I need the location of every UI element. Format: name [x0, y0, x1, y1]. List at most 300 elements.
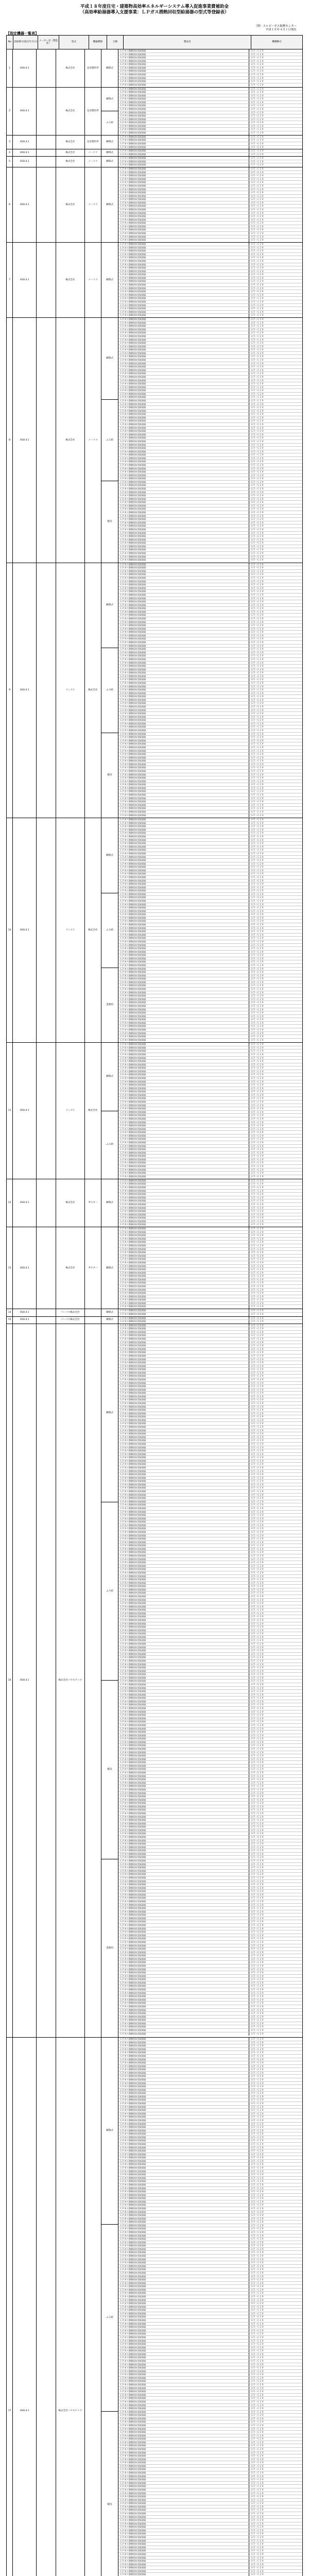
model-code: ＧＴ－Ｃ２０ — [251, 2281, 264, 2284]
model-code: ＧＴ－Ｃ２０ — [251, 222, 264, 225]
model-code: ＧＴ－Ｃ２０ — [251, 252, 264, 256]
model-code: ＧＴ－Ｃ２０ — [251, 1642, 264, 1646]
model-code: ＧＴ－Ｃ２０ — [251, 708, 264, 711]
table-row — [118, 2512, 302, 2516]
model-code: ＧＴ－Ｃ２０ — [251, 2322, 264, 2325]
table-row — [118, 399, 302, 403]
table-row — [118, 1477, 302, 1480]
table-row — [118, 359, 302, 362]
model-code: ＧＴ－Ｃ２０ — [251, 967, 264, 970]
model-code: ＧＴ－Ｃ２０ — [251, 1554, 264, 1557]
group-categories — [101, 157, 118, 167]
product-name: ＬＰガス潜熱回収型給湯器 — [118, 1910, 249, 1913]
table-row — [118, 2123, 302, 2126]
product-name: ＬＰガス潜熱回収型給湯器 — [118, 518, 249, 521]
category-cell: 暖房 — [101, 1681, 118, 1859]
model-code: ＧＴ－Ｃ２０ — [251, 2298, 264, 2301]
product-name: ＬＰガス潜熱回収型給湯器 — [118, 654, 249, 657]
table-row — [118, 804, 302, 807]
group-date: H18.4.1 — [13, 2038, 37, 2576]
model-code: ＧＴ－Ｃ２０ — [251, 2095, 264, 2098]
product-name: ＬＰガス潜熱回収型給湯器 — [118, 335, 249, 338]
model-code: ＧＴ－Ｃ２０ — [251, 2424, 264, 2427]
product-name: ＬＰガス潜熱回収型給湯器 — [118, 733, 249, 736]
table-group — [7, 88, 302, 135]
product-name: ＬＰガス潜熱回収型給湯器 — [118, 1114, 249, 1117]
model-code: ＧＴ－Ｃ２０ — [251, 1056, 264, 1059]
table-row — [118, 253, 302, 257]
model-code: ＧＴ－Ｃ２０ — [251, 665, 264, 668]
model-code: ＧＴ－Ｃ２０ — [251, 1842, 264, 1845]
model-code: ＧＴ－Ｃ２０ — [251, 644, 264, 647]
model-code: ＧＴ－Ｃ２０ — [251, 2498, 264, 2501]
product-name: ＬＰガス潜熱回収型給湯器 — [118, 1361, 249, 1364]
product-name: ＬＰガス潜熱回収型給湯器 — [118, 1220, 249, 1223]
table-row — [118, 2400, 302, 2404]
table-row — [118, 1131, 302, 1134]
group-rows — [118, 135, 302, 149]
table-row — [118, 205, 302, 208]
group-date: H18.4.1 — [13, 149, 37, 156]
model-code: ＧＴ－Ｃ２０ — [251, 2332, 264, 2335]
group-rows — [118, 1227, 302, 1309]
model-code: ＧＴ－Ｃ２０ — [251, 814, 264, 817]
model-code: ＧＴ－Ｃ２０ — [251, 1930, 264, 1934]
model-code: ＧＴ－Ｃ２０ — [251, 842, 264, 845]
group-model: ノーリツ — [85, 167, 102, 242]
model-code: ＧＴ－Ｃ２０ — [251, 1295, 264, 1298]
model-code: ＧＴ－Ｃ２０ — [251, 1598, 264, 1601]
product-name: ＬＰガス潜熱回収型給湯器 — [118, 770, 249, 773]
table-row — [118, 70, 302, 73]
model-code: ＧＴ－Ｃ２０ — [251, 2343, 264, 2346]
product-name: ＬＰガス潜熱回収型給湯器 — [118, 2522, 249, 2526]
category-cell: 瞬間式 — [101, 818, 118, 893]
table-row — [118, 587, 302, 590]
product-name: ＬＰガス潜熱回収型給湯器 — [118, 504, 249, 507]
table-row — [118, 1460, 302, 1463]
category-cell: 瞬間式 — [101, 318, 118, 400]
group-date: H18.4.1 — [13, 167, 37, 242]
table-row — [118, 1524, 302, 1528]
product-name: ＬＰガス潜熱回収型給湯器 — [118, 1128, 249, 1131]
model-code: ＧＴ－Ｃ２０ — [251, 487, 264, 490]
product-name: ＬＰガス潜熱回収型給湯器 — [118, 637, 249, 640]
product-name: ＬＰガス潜熱回収型給湯器 — [118, 389, 249, 392]
table-row — [118, 634, 302, 638]
product-name: ＬＰガス潜熱回収型給湯器 — [118, 528, 249, 531]
model-code: ＧＴ－Ｃ２０ — [251, 325, 264, 328]
product-name: ＬＰガス潜熱回収型給湯器 — [118, 1724, 249, 1727]
product-name: ＬＰガス潜熱回収型給湯器 — [118, 866, 249, 869]
product-name: ＬＰガス潜熱回収型給湯器 — [118, 1097, 249, 1100]
product-name: ＬＰガス潜熱回収型給湯器 — [118, 1659, 249, 1663]
product-name: ＬＰガス潜熱回収型給湯器 — [118, 839, 249, 842]
category-cell: 瞬間式 — [101, 2038, 118, 2225]
table-row — [118, 1832, 302, 1836]
model-code: ＧＴ－Ｃ２０ — [251, 1798, 264, 1801]
product-name: ＬＰガス潜熱回収型給湯器 — [118, 2499, 249, 2502]
product-name: ＬＰガス潜熱回収型給湯器 — [118, 739, 249, 742]
group-maker: 株式会社 — [56, 88, 84, 135]
issuer: （財）エルピーガス振興センター — [254, 25, 297, 28]
table-row — [118, 184, 302, 188]
category-cell: 業務用 — [106, 1946, 114, 1950]
model-code: ＧＴ－Ｃ２０ — [251, 1693, 264, 1696]
product-name: ＬＰガス潜熱回収型給湯器 — [118, 988, 249, 991]
model-code: ＧＴ－Ｃ２０ — [251, 167, 264, 171]
table-row — [118, 2022, 302, 2026]
model-code: ＧＴ－Ｃ２０ — [251, 2458, 264, 2461]
table-row — [118, 1128, 302, 1131]
product-name: ＬＰガス潜熱回収型給湯器 — [118, 1216, 249, 1219]
table-row — [118, 1241, 302, 1244]
product-name: ＬＰガス潜熱回収型給湯器 — [118, 2183, 249, 2187]
model-code: ＧＴ－Ｃ２０ — [251, 198, 264, 201]
product-name: ＬＰガス潜熱回収型給湯器 — [118, 311, 249, 314]
model-code: ＧＴ－Ｃ２０ — [251, 467, 264, 470]
model-code: ＧＴ－Ｃ２０ — [251, 1398, 264, 1401]
model-code: ＧＴ－Ｃ２０ — [251, 194, 264, 197]
category-cell: 瞬間式 — [106, 1318, 114, 1321]
table-row — [118, 2373, 302, 2377]
product-name: ＬＰガス潜熱回収型給湯器 — [118, 2526, 249, 2529]
model-code: ＧＴ－Ｃ２０ — [251, 2098, 264, 2102]
table-row — [118, 1805, 302, 1809]
title-line-1: 平成１８年度住宅・建築物高効率エネルギーシステム導入促進事業費補助金 — [80, 4, 229, 9]
model-code: ＧＴ－Ｃ２０ — [251, 2319, 264, 2322]
table-row — [118, 1305, 302, 1309]
table-row — [118, 1141, 302, 1145]
table-row — [118, 171, 302, 175]
model-code: ＧＴ－Ｃ２０ — [251, 1734, 264, 1737]
product-name: ＬＰガス潜熱回収型給湯器 — [118, 1720, 249, 1723]
product-name: ＬＰガス潜熱回収型給湯器 — [118, 2009, 249, 2012]
table-row — [118, 866, 302, 869]
table-row — [118, 2183, 302, 2187]
product-name: ＬＰガス潜熱回収型給湯器 — [118, 1151, 249, 1155]
product-name: ＬＰガス潜熱回収型給湯器 — [118, 2170, 249, 2173]
table-row — [118, 2156, 302, 2160]
model-code: ＧＴ－Ｃ２０ — [251, 943, 264, 946]
product-name: ＬＰガス潜熱回収型給湯器 — [118, 917, 249, 920]
product-name: ＬＰガス潜熱回収型給湯器 — [118, 2478, 249, 2481]
model-code: ＧＴ－Ｃ２０ — [251, 627, 264, 630]
product-name: ＬＰガス潜熱回収型給湯器 — [118, 1395, 249, 1398]
model-code: ＧＴ－Ｃ２０ — [251, 1876, 264, 1879]
table-row — [118, 2055, 302, 2058]
table-row — [118, 146, 302, 149]
table-row — [118, 1995, 302, 1998]
product-name: ＬＰガス潜熱回収型給湯器 — [118, 641, 249, 644]
model-code: ＧＴ－Ｃ２０ — [251, 2386, 264, 2389]
product-name: ＬＰガス潜熱回収型給湯器 — [118, 2204, 249, 2207]
product-name: ＬＰガス潜熱回収型給湯器 — [118, 60, 249, 63]
table-row — [118, 2329, 302, 2333]
product-name: ＬＰガス潜熱回収型給湯器 — [118, 2251, 249, 2254]
model-code: ＧＴ－Ｃ２０ — [251, 131, 264, 134]
model-code: ＧＴ－Ｃ２０ — [251, 695, 264, 698]
model-code: ＧＴ－Ｃ２０ — [251, 1663, 264, 1666]
model-code: ＧＴ－Ｃ２０ — [251, 225, 264, 228]
table-row — [118, 1958, 302, 1961]
table-row — [118, 1422, 302, 1426]
product-name: ＬＰガス潜熱回収型給湯器 — [118, 1707, 249, 1710]
table-row — [118, 1439, 302, 1443]
table-row — [118, 1145, 302, 1148]
model-code: ＧＴ－Ｃ２０ — [251, 335, 264, 337]
model-code: ＧＴ－Ｃ２０ — [251, 1121, 264, 1124]
model-code: ＧＴ－Ｃ２０ — [251, 1815, 264, 1818]
group-rows — [118, 318, 302, 563]
model-code: ＧＴ－Ｃ２０ — [251, 480, 264, 483]
table-row — [118, 1954, 302, 1958]
product-name: ＬＰガス潜熱回収型給湯器 — [118, 222, 249, 225]
table-row — [118, 1893, 302, 1897]
table-row — [118, 1608, 302, 1612]
product-name: ＬＰガス潜熱回収型給湯器 — [118, 665, 249, 668]
table-row — [118, 450, 302, 454]
model-code: ＧＴ－Ｃ２０ — [251, 1862, 264, 1866]
table-row — [118, 532, 302, 535]
table-row — [118, 2437, 302, 2441]
model-code: ＧＴ－Ｃ２０ — [251, 157, 264, 160]
model-code: ＧＴ－Ｃ２０ — [251, 1483, 264, 1486]
model-code: ＧＴ－Ｃ２０ — [251, 957, 264, 960]
product-name: ＬＰガス潜熱回収型給湯器 — [118, 903, 249, 906]
product-name: ＬＰガス潜熱回収型給湯器 — [118, 1375, 249, 1378]
table-row — [118, 174, 302, 178]
product-name: ＬＰガス潜熱回収型給湯器 — [118, 2519, 249, 2522]
product-name: ＬＰガス潜熱回収型給湯器 — [118, 2560, 249, 2563]
group-categories — [101, 243, 118, 317]
product-name: ＬＰガス潜熱回収型給湯器 — [118, 1168, 249, 1172]
model-code: ＧＴ－Ｃ２０ — [251, 1172, 264, 1175]
product-name: ＬＰガス潜熱回収型給湯器 — [118, 2032, 249, 2036]
model-code: ＧＴ－Ｃ２０ — [251, 2078, 264, 2081]
model-code: ＧＴ－Ｃ２０ — [251, 1334, 264, 1337]
table-row — [118, 1453, 302, 1456]
table-row — [118, 641, 302, 645]
group-maker: 株式会社ハウステック — [56, 2038, 84, 2576]
table-row — [118, 1941, 302, 1944]
table-row — [118, 688, 302, 692]
model-code: ＧＴ－Ｃ２０ — [251, 97, 264, 100]
table-row — [118, 558, 302, 562]
table-row — [118, 1466, 302, 1470]
model-code: ＧＴ－Ｃ２０ — [251, 736, 264, 739]
product-name: ＬＰガス潜熱回収型給湯器 — [118, 470, 249, 473]
model-code: ＧＴ－Ｃ２０ — [251, 348, 264, 351]
product-name: ＬＰガス潜熱回収型給湯器 — [118, 1870, 249, 1873]
model-code: ＧＴ－Ｃ２０ — [251, 331, 264, 334]
product-name: ＬＰガス潜熱回収型給湯器 — [118, 70, 249, 73]
model-code: ＧＴ－Ｃ２０ — [251, 1371, 264, 1374]
model-code: ＧＴ－Ｃ２０ — [251, 280, 264, 283]
table-group — [7, 318, 302, 563]
table-row — [118, 1207, 302, 1210]
model-code: ＧＴ－Ｃ２０ — [251, 671, 264, 674]
table-row — [118, 614, 302, 617]
model-code: ＧＴ－Ｃ２０ — [251, 1859, 264, 1862]
product-name: ＬＰガス潜熱回収型給湯器 — [118, 1258, 249, 1261]
model-code: ＧＴ－Ｃ２０ — [251, 355, 264, 358]
category-cell: 瞬間式 — [106, 1201, 114, 1205]
column-header: 登録番号(指定年月日) — [13, 36, 38, 49]
table-row — [118, 1913, 302, 1917]
table-row — [118, 2102, 302, 2106]
table-row — [118, 1615, 302, 1619]
group-no: 11 — [7, 1043, 13, 1179]
table-row — [118, 2340, 302, 2343]
product-name: ＬＰガス潜熱回収型給湯器 — [118, 1653, 249, 1656]
model-code: ＧＴ－Ｃ２０ — [251, 269, 264, 273]
table-row — [118, 125, 302, 128]
product-name: ＬＰガス潜熱回収型給湯器 — [118, 2248, 249, 2251]
table-row — [118, 1808, 302, 1812]
product-name: ＬＰガス潜熱回収型給湯器 — [118, 1632, 249, 1635]
model-code: ＧＴ－Ｃ２０ — [251, 1254, 264, 1257]
product-name: ＬＰガス潜熱回収型給湯器 — [118, 1853, 249, 1856]
table-row — [118, 2015, 302, 2019]
product-name: ＬＰガス潜熱回収型給湯器 — [118, 2163, 249, 2166]
model-code: ＧＴ－Ｃ２０ — [251, 1700, 264, 1703]
product-name: ＬＰガス潜熱回収型給湯器 — [118, 1456, 249, 1459]
table-row — [118, 849, 302, 852]
product-name: ＬＰガス潜熱回収型給湯器 — [118, 1731, 249, 1734]
model-code: ＧＴ－Ｃ２０ — [251, 1947, 264, 1951]
table-row — [118, 1432, 302, 1436]
product-name: ＬＰガス潜熱回収型給湯器 — [118, 453, 249, 456]
table-row — [118, 951, 302, 954]
table-row — [118, 1565, 302, 1568]
product-name: ＬＰガス潜熱回収型給湯器 — [118, 494, 249, 497]
table-row — [118, 917, 302, 920]
model-code: ＧＴ－Ｃ２０ — [251, 790, 264, 793]
product-name: ＬＰガス潜熱回収型給湯器 — [118, 88, 249, 91]
product-name: ＬＰガス潜熱回収型給湯器 — [118, 1524, 249, 1527]
product-name: ＬＰガス潜熱回収型給湯器 — [118, 648, 249, 651]
model-code: ＧＴ－Ｃ２０ — [251, 1964, 264, 1967]
model-code: ＧＴ－Ｃ２０ — [251, 1268, 264, 1271]
table-row — [118, 2146, 302, 2150]
table-row — [118, 232, 302, 235]
table-row — [118, 1265, 302, 1268]
model-code: ＧＴ－Ｃ２０ — [251, 2159, 264, 2162]
group-date: H18.4.1 — [13, 88, 37, 135]
model-code: ＧＴ－Ｃ２０ — [251, 610, 264, 613]
table-row — [118, 273, 302, 277]
model-code: ＧＴ－Ｃ２０ — [251, 2502, 264, 2505]
model-code: ＧＴ－Ｃ２０ — [251, 2061, 264, 2064]
product-name: ＬＰガス潜熱回収型給湯器 — [118, 558, 249, 562]
group-date: H18.4.1 — [13, 1043, 37, 1179]
table-row — [118, 2505, 302, 2509]
product-name: ＬＰガス潜熱回収型給湯器 — [118, 1782, 249, 1785]
model-code: ＧＴ－Ｃ２０ — [251, 545, 264, 548]
model-code: ＧＴ－Ｃ２０ — [251, 1995, 264, 1998]
product-name: ＬＰガス潜熱回収型給湯器 — [118, 66, 249, 70]
table-row — [118, 1849, 302, 1853]
table-row — [118, 212, 302, 215]
table-row — [118, 2295, 302, 2299]
table-row — [118, 1213, 302, 1217]
table-row — [118, 1537, 302, 1541]
model-code: ＧＴ－Ｃ２０ — [251, 447, 264, 450]
table-row — [118, 566, 302, 570]
table-row — [118, 1097, 302, 1100]
product-name: ＬＰガス潜熱回収型給湯器 — [118, 1210, 249, 1213]
table-row — [118, 2170, 302, 2174]
table-row — [118, 705, 302, 709]
table-row — [118, 1066, 302, 1070]
model-code: ＧＴ－Ｃ２０ — [251, 286, 264, 290]
table-row — [118, 722, 302, 726]
table-row — [118, 2468, 302, 2471]
product-name: ＬＰガス潜熱回収型給湯器 — [118, 2407, 249, 2410]
model-code: ＧＴ－Ｃ２０ — [251, 1839, 264, 1842]
model-code: ＧＴ－Ｃ２０ — [251, 2451, 264, 2454]
product-name: ＬＰガス潜熱回収型給湯器 — [118, 300, 249, 303]
table-row — [118, 671, 302, 675]
product-name: ＬＰガス潜熱回収型給湯器 — [118, 804, 249, 807]
model-code: ＧＴ－Ｃ２０ — [251, 419, 264, 422]
product-name: ＬＰガス潜熱回収型給湯器 — [118, 879, 249, 883]
table-row — [118, 1582, 302, 1585]
table-row — [118, 822, 302, 825]
model-code: ＧＴ－Ｃ２０ — [251, 1581, 264, 1584]
model-code: ＧＴ－Ｃ２０ — [251, 494, 264, 497]
model-code: ＧＴ－Ｃ２０ — [251, 2234, 264, 2237]
model-code: ＧＴ－Ｃ２０ — [251, 2363, 264, 2366]
model-code: ＧＴ－Ｃ２０ — [251, 2166, 264, 2170]
table-row — [118, 507, 302, 511]
model-code: ＧＴ－Ｃ２０ — [251, 1168, 264, 1171]
table-row — [118, 900, 302, 903]
model-code: ＧＴ－Ｃ２０ — [251, 497, 264, 500]
product-name: ＬＰガス潜熱回収型給湯器 — [118, 2261, 249, 2264]
product-name: ＬＰガス潜熱回収型給湯器 — [118, 1289, 249, 1292]
table-row — [118, 1853, 302, 1856]
model-code: ＧＴ－Ｃ２０ — [251, 1530, 264, 1533]
model-code: ＧＴ－Ｃ２０ — [251, 2032, 264, 2035]
product-name: ＬＰガス潜熱回収型給湯器 — [118, 977, 249, 980]
model-code: ＧＴ－Ｃ２０ — [251, 321, 264, 324]
model-code: ＧＴ－Ｃ２０ — [251, 1452, 264, 1455]
model-code: ＧＴ－Ｃ２０ — [251, 2390, 264, 2393]
group-spec — [37, 1324, 56, 2037]
table-row — [118, 447, 302, 450]
model-code: ＧＴ－Ｃ２０ — [251, 2444, 264, 2447]
model-code: ＧＴ－Ｃ２０ — [251, 2012, 264, 2015]
model-code: ＧＴ－Ｃ２０ — [251, 528, 264, 531]
product-name: ＬＰガス潜熱回収型給湯器 — [118, 2115, 249, 2119]
product-name: ＬＰガス潜熱回収型給湯器 — [118, 484, 249, 487]
product-name: ＬＰガス潜熱回収型給湯器 — [118, 501, 249, 504]
table-row — [118, 410, 302, 413]
category-cell: 瞬間式 — [101, 563, 118, 648]
table-row — [118, 2299, 302, 2302]
table-row — [118, 2029, 302, 2032]
product-name: ＬＰガス潜熱回収型給湯器 — [118, 810, 249, 814]
table-row — [118, 304, 302, 308]
model-code: ＧＴ－Ｃ２０ — [251, 1856, 264, 1859]
table-row — [118, 2465, 302, 2468]
table-row — [118, 1927, 302, 1931]
group-maker: 株式会社 — [56, 149, 84, 156]
table-row — [118, 83, 302, 87]
table-row — [118, 181, 302, 184]
